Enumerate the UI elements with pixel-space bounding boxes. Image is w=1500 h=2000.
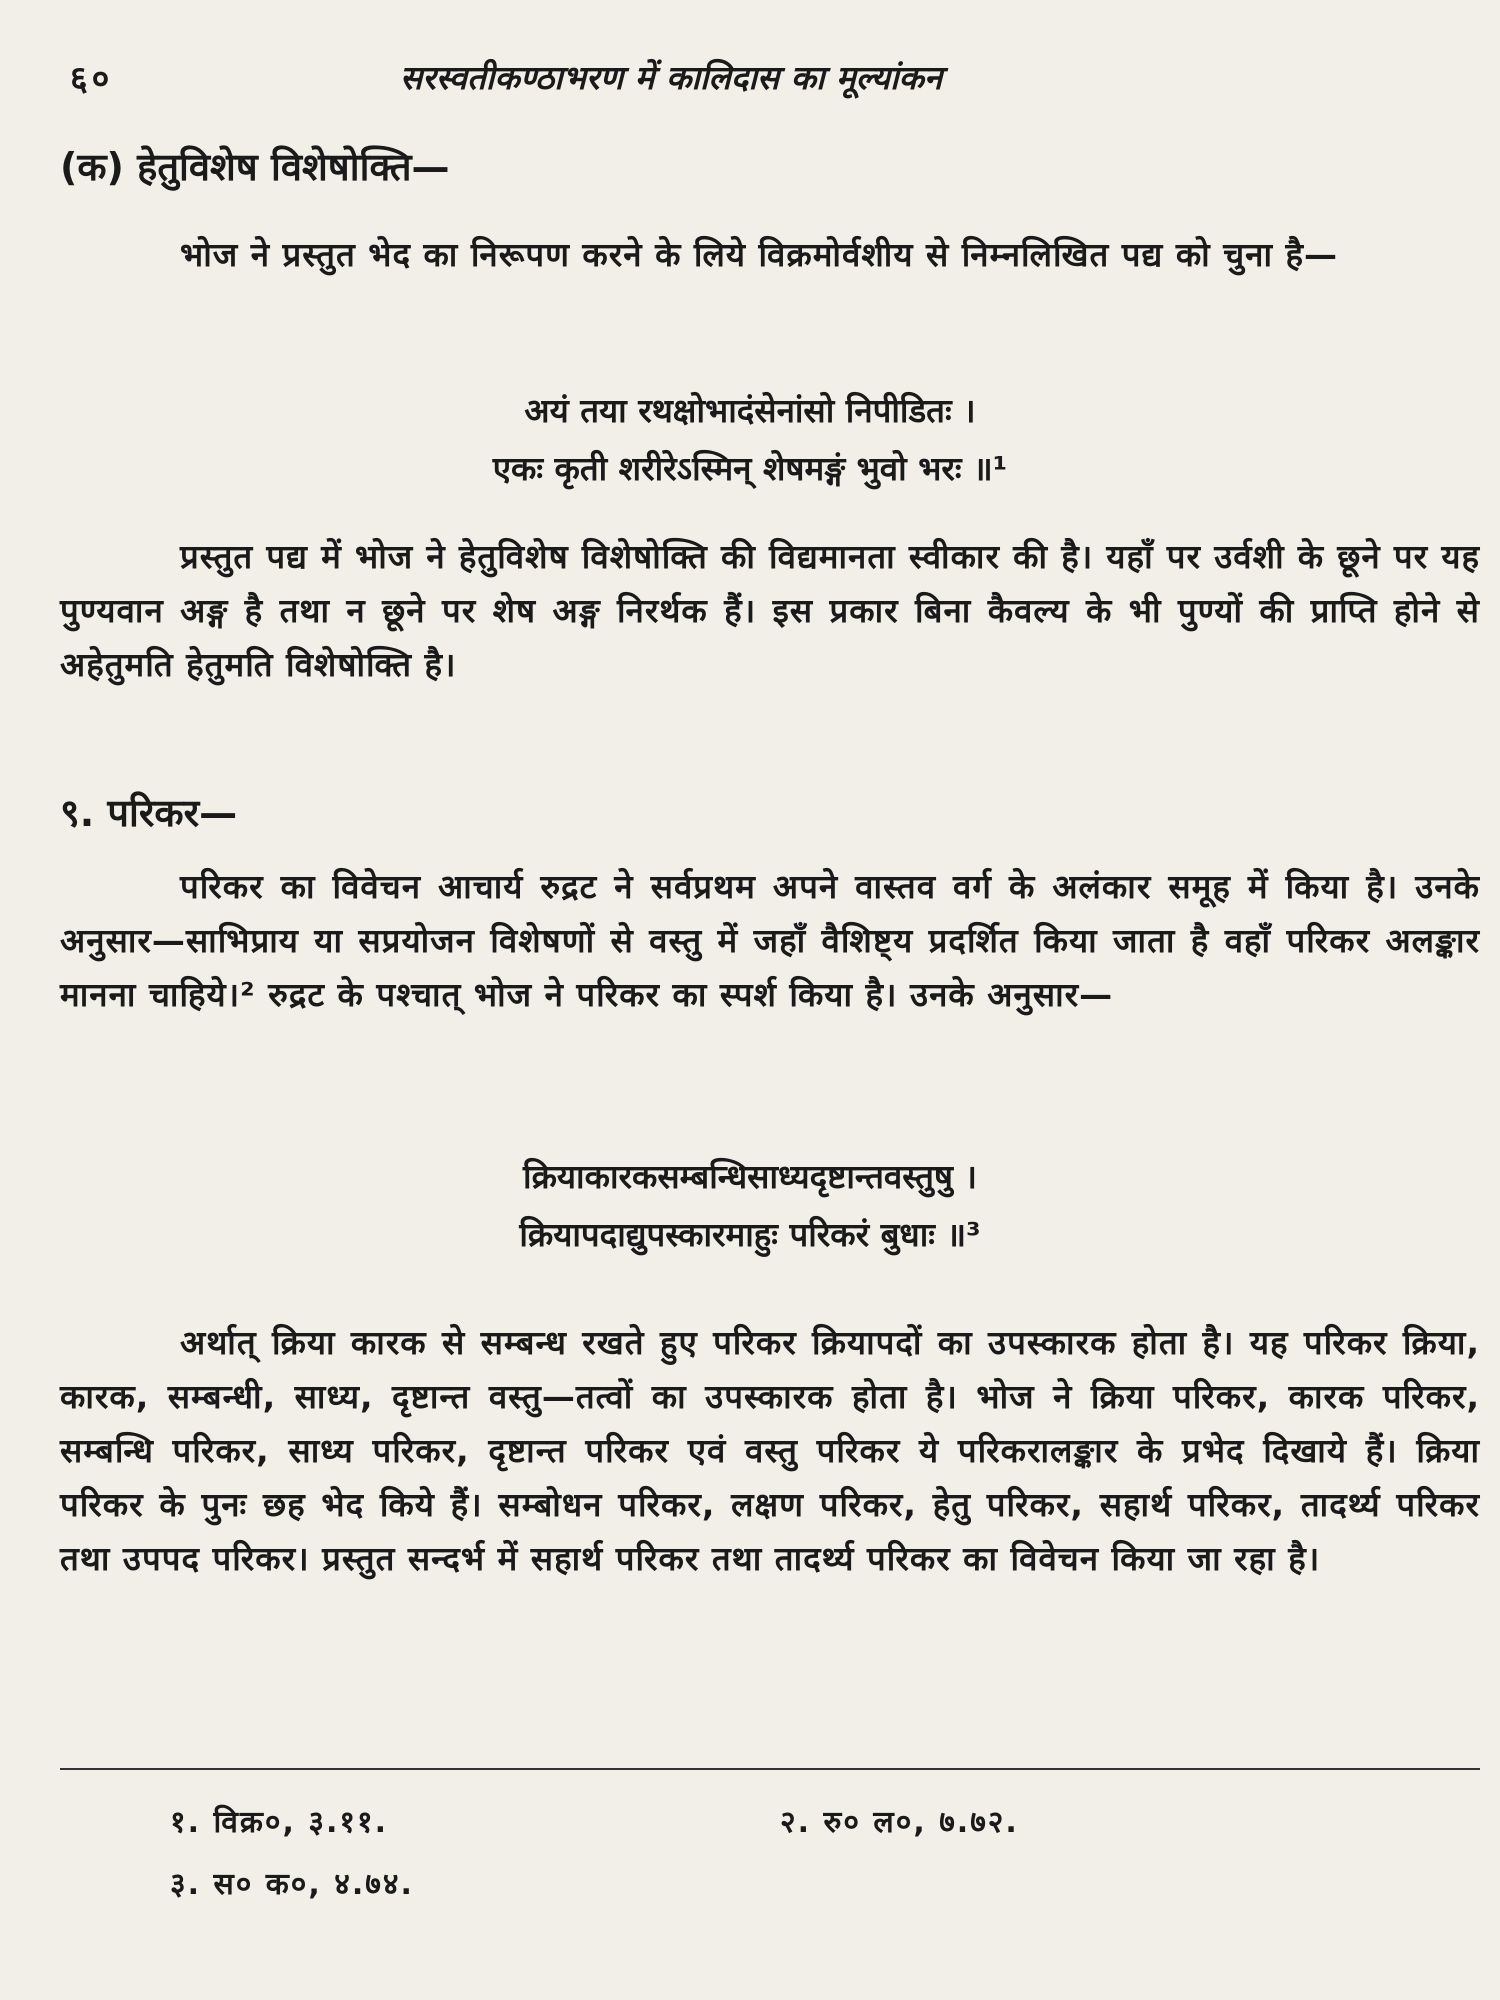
- running-title: सरस्वतीकण्ठाभरण में कालिदास का मूल्यांकन: [400, 58, 943, 97]
- verse-line-4: क्रियापदाद्युपस्कारमाहुः परिकरं बुधाः ॥³: [519, 1215, 981, 1254]
- intro-text: भोज ने प्रस्तुत भेद का निरूपण करने के लिये विक्रमोर्वशीय से निम्नलिखित पद्य को चुना है—: [180, 235, 1339, 274]
- verse-parikar-definition: [0, 1148, 1500, 1264]
- commentary-text: प्रस्तुत पद्य में भोज ने हेतुविशेष विशेषोक्ति की विद्यमानता स्वीकार की है। यहाँ पर उर्वशी के छूने पर यह पुण्यवान अङ्ग है तथा न छूने पर शेष अङ्ग निरर्थक हैं। इस प्रकार बिना कैवल्य के भी पुण्यों की प्राप्ति होने से अहेतुमति हेतुमति विशेषोक्ति है।: [60, 537, 1480, 684]
- verse-line-2: एकः कृती शरीरेऽस्मिन् शेषमङ्गं भुवो भरः ॥¹: [492, 449, 1008, 488]
- intro-paragraph: [60, 228, 1480, 282]
- verse-line-3: क्रियाकारकसम्बन्धिसाध्यदृष्टान्तवस्तुषु ।: [523, 1157, 977, 1196]
- parikar-paragraph-2: [60, 1316, 1480, 1586]
- verse-vikramorvashiya: [0, 382, 1500, 498]
- parikar-text-2: अर्थात् क्रिया कारक से सम्बन्ध रखते हुए परिकर क्रियापदों का उपस्कारक होता है। यह परिकर क्रिया, कारक, सम्बन्धी, साध्य, दृष्टान्त वस्तु—तत्वों का उपस्कारक होता है। भोज ने क्रिया परिकर, कारक परिकर, सम्बन्धि परिकर, साध्य परिकर, दृष्टान्त परिकर एवं वस्तु परिकर ये परिकरालङ्कार के प्रभेद दिखाये हैं। क्रिया परिकर के पुनः छह भेद किये हैं। सम्बोधन परिकर, लक्षण परिकर, हेतु परिकर, सहार्थ परिकर, तादर्थ्य परिकर तथा उपपद परिकर। प्रस्तुत सन्दर्भ में सहार्थ परिकर तथा तादर्थ्य परिकर का विवेचन किया जा रहा है।: [60, 1323, 1480, 1578]
- footnote-2: २. रु० ल०, ७.७२.: [780, 1805, 1019, 1840]
- footnote-1: १. विक्र०, ३.११.: [170, 1805, 388, 1840]
- page-number: ६०: [70, 59, 114, 99]
- page-header: [60, 48, 1440, 108]
- section-heading-parikar: ९. परिकर—: [60, 791, 238, 835]
- commentary-paragraph: [60, 530, 1480, 692]
- footnote-divider: [60, 1768, 1480, 1770]
- parikar-paragraph-1: [60, 860, 1480, 1022]
- section-heading-ka: (क) हेतुविशेष विशेषोक्ति—: [60, 145, 450, 189]
- parikar-text-1: परिकर का विवेचन आचार्य रुद्रट ने सर्वप्रथम अपने वास्तव वर्ग के अलंकार समूह में किया है। उनके अनुसार—साभिप्राय या सप्रयोजन विशेषणों से वस्तु में जहाँ वैशिष्ट्य प्रदर्शित किया जाता है वहाँ परिकर अलङ्कार मानना चाहिये।² रुद्रट के पश्चात् भोज ने परिकर का स्पर्श किया है। उनके अनुसार—: [60, 867, 1480, 1014]
- footnote-3: ३. स० क०, ४.७४.: [170, 1867, 414, 1902]
- verse-line-1: अयं तया रथक्षोभादंसेनांसो निपीडितः ।: [524, 391, 976, 430]
